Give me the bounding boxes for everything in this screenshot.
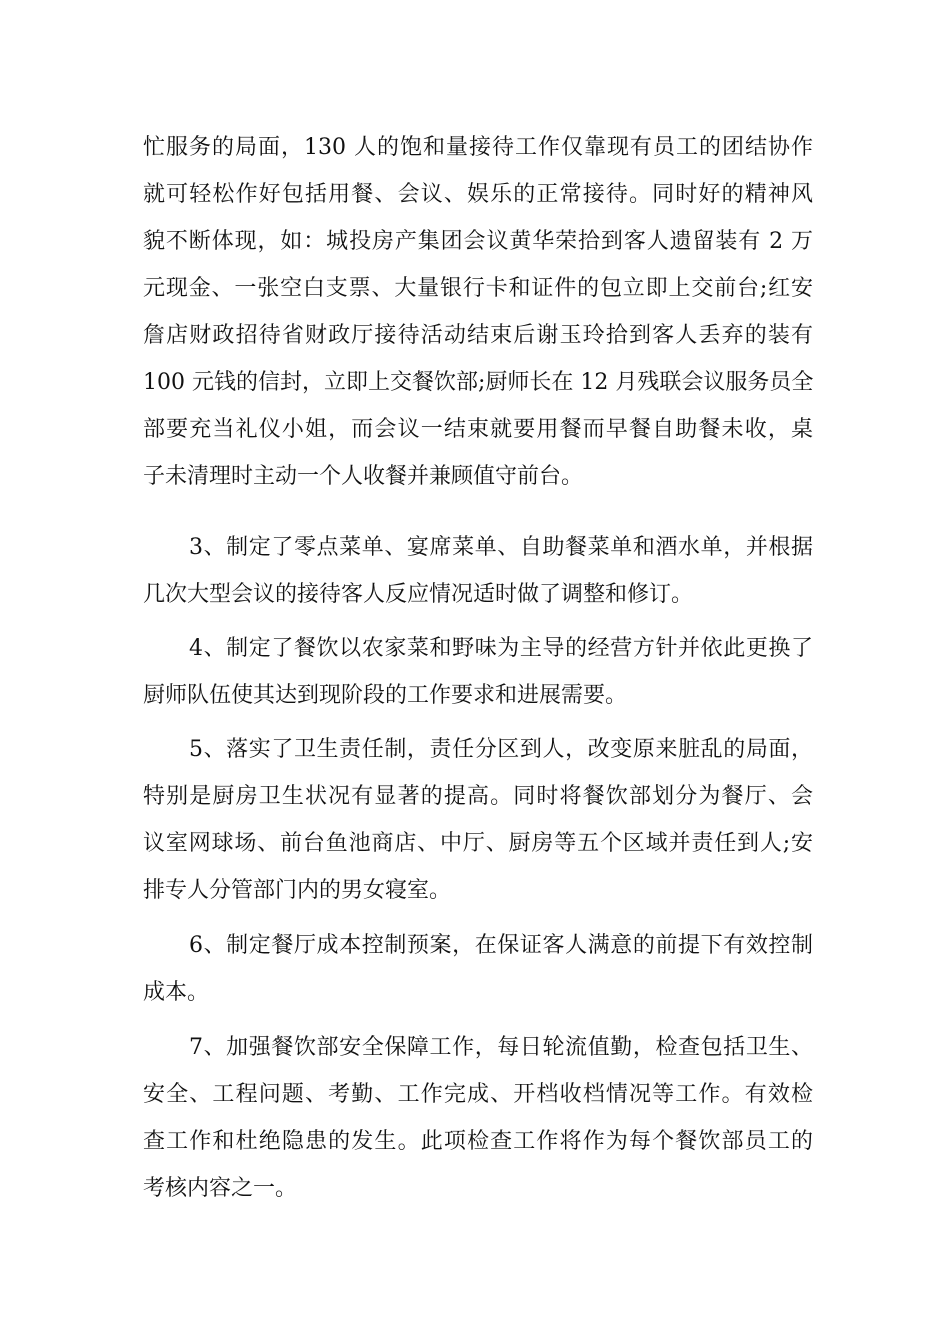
- text-line: 5、落实了卫生责任制，责任分区到人，改变原来脏乱的局面，: [189, 737, 813, 762]
- text-line: 子未清理时主动一个人收餐并兼顾值守前台。: [143, 464, 584, 489]
- text-line: 4、制定了餐饮以农家菜和野味为主导的经营方针并依此更换了: [189, 636, 813, 661]
- text-line: 詹店财政招待省财政厅接待活动结束后谢玉玲拾到客人丢弃的装有: [143, 323, 813, 348]
- text-line: 安全、工程问题、考勤、工作完成、开档收档情况等工作。有效检: [143, 1082, 813, 1107]
- text-line: 100 元钱的信封，立即上交餐饮部;厨师长在 12 月残联会议服务员全: [143, 370, 814, 395]
- text-line: 6、制定餐厅成本控制预案，在保证客人满意的前提下有效控制: [189, 933, 813, 958]
- text-line: 部要充当礼仪小姐，而会议一结束就要用餐而早餐自助餐未收，桌: [143, 417, 813, 442]
- text-line: 排专人分管部门内的男女寝室。: [143, 878, 452, 903]
- text-line: 特别是厨房卫生状况有显著的提高。同时将餐饮部划分为餐厅、会: [143, 784, 813, 809]
- text-line: 议室网球场、前台鱼池商店、中厅、厨房等五个区域并责任到人;安: [143, 831, 813, 856]
- text-line: 忙服务的局面，130 人的饱和量接待工作仅靠现有员工的团结协作: [143, 135, 813, 160]
- text-line: 就可轻松作好包括用餐、会议、娱乐的正常接待。同时好的精神风: [143, 182, 813, 207]
- text-line: 考核内容之一。: [143, 1176, 298, 1201]
- text-line: 厨师队伍使其达到现阶段的工作要求和进展需要。: [143, 683, 628, 708]
- text-line: 元现金、一张空白支票、大量银行卡和证件的包立即上交前台;红安: [143, 276, 813, 301]
- text-line: 成本。: [143, 980, 210, 1005]
- text-line: 查工作和杜绝隐患的发生。此项检查工作将作为每个餐饮部员工的: [143, 1129, 813, 1154]
- text-line: 几次大型会议的接待客人反应情况适时做了调整和修订。: [143, 582, 694, 607]
- text-line: 貌不断体现，如：城投房产集团会议黄华荣拾到客人遗留装有 2 万: [143, 229, 813, 254]
- text-line: 7、加强餐饮部安全保障工作，每日轮流值勤，检查包括卫生、: [189, 1035, 813, 1060]
- text-line: 3、制定了零点菜单、宴席菜单、自助餐菜单和酒水单，并根据: [189, 535, 813, 560]
